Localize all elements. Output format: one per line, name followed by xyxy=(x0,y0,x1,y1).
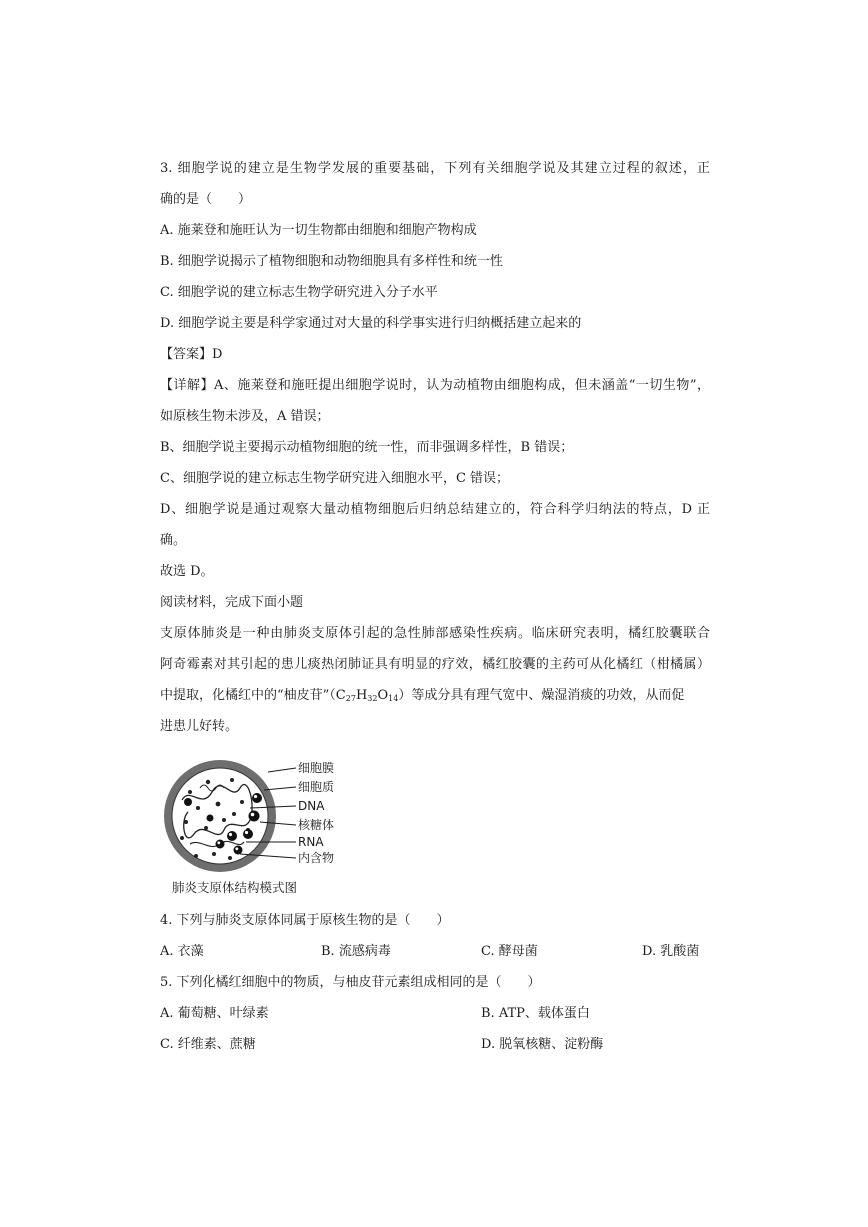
formula-element-o: O xyxy=(377,688,389,703)
q5-stem: 5. 下列化橘红细胞中的物质，与柚皮苷元素组成相同的是（ ） xyxy=(160,975,541,990)
q4-option-a: A. 衣藻 xyxy=(160,944,204,959)
q3-option-b: B. 细胞学说揭示了植物细胞和动物细胞具有多样性和统一性 xyxy=(160,254,503,269)
formula-subscript-h: 32 xyxy=(367,694,378,703)
label-cytoplasm: 细胞质 xyxy=(298,780,335,794)
q3-explain-line6: 确。 xyxy=(160,533,187,548)
reading-paragraph-line3 xyxy=(160,686,710,709)
reading-line3-text-post: ）等成分具有理气宽中、燥湿消痰的功效，从而促 xyxy=(398,688,685,703)
figure-caption: 肺炎支原体结构模式图 xyxy=(172,880,298,895)
q5-option-d: D. 脱氧核糖、淀粉酶 xyxy=(481,1037,604,1052)
q5-option-c: C. 纤维素、蔗糖 xyxy=(160,1037,256,1052)
q3-option-d: D. 细胞学说主要是科学家通过对大量的科学事实进行归纳概括建立起来的 xyxy=(160,316,582,331)
q3-stem-line1: 3. 细胞学说的建立是生物学发展的重要基础，下列有关细胞学说及其建立过程的叙述，正 xyxy=(160,161,710,176)
label-rna: RNA xyxy=(298,835,324,849)
q5-option-b: B. ATP、载体蛋白 xyxy=(481,1006,590,1021)
formula-subscript-o: 14 xyxy=(388,694,399,703)
q3-explain-line1: 【详解】A、施莱登和施旺提出细胞学说时，认为动植物由细胞构成，但未涵盖“一切生物”， xyxy=(160,378,710,393)
reading-paragraph-line1: 支原体肺炎是一种由肺炎支原体引起的急性肺部感染性疾病。临床研究表明，橘红胶囊联合 xyxy=(160,626,710,641)
label-dna: DNA xyxy=(298,799,325,813)
mycoplasma-structure-diagram xyxy=(160,758,380,898)
q3-conclusion: 故选 D。 xyxy=(160,564,214,579)
q3-explain-line3: B、细胞学说主要揭示动植物细胞的统一性，而非强调多样性，B 错误； xyxy=(160,440,574,455)
q3-explain-line5: D、细胞学说是通过观察大量动植物细胞后归纳总结建立的，符合科学归纳法的特点，D 正 xyxy=(160,502,710,517)
reading-paragraph-line2: 阿奇霉素对其引起的患儿痰热闭肺证具有明显的疗效，橘红胶囊的主药可从化橘红（柑橘属） xyxy=(160,657,710,672)
q4-option-d: D. 乳酸菌 xyxy=(642,944,700,959)
q3-answer: 【答案】D xyxy=(160,347,223,362)
q4-option-b: B. 流感病毒 xyxy=(321,944,391,959)
q5-option-a: A. 葡萄糖、叶绿素 xyxy=(160,1006,269,1021)
formula-subscript-c: 27 xyxy=(345,694,356,703)
label-cell-membrane: 细胞膜 xyxy=(298,761,335,775)
reading-intro: 阅读材料，完成下面小题 xyxy=(160,595,304,610)
reading-line3-text-pre: 中提取，化橘红中的“柚皮苷”（C xyxy=(160,688,346,703)
formula-element-h: H xyxy=(355,688,368,703)
reading-paragraph-line4: 进患儿好转。 xyxy=(160,719,239,734)
q3-explain-line4: C、细胞学说的建立标志生物学研究进入细胞水平，C 错误； xyxy=(160,471,510,486)
q4-stem: 4. 下列与肺炎支原体同属于原核生物的是（ ） xyxy=(160,913,450,928)
q3-explain-line2: 如原核生物未涉及，A 错误； xyxy=(160,409,330,424)
q3-option-a: A. 施莱登和施旺认为一切生物都由细胞和细胞产物构成 xyxy=(160,223,477,238)
label-inclusion: 内含物 xyxy=(298,851,335,865)
q3-option-c: C. 细胞学说的建立标志生物学研究进入分子水平 xyxy=(160,285,438,300)
label-ribosome: 核糖体 xyxy=(298,818,335,832)
q4-option-c: C. 酵母菌 xyxy=(481,944,538,959)
q3-stem-line2: 确的是（ ） xyxy=(160,192,252,207)
